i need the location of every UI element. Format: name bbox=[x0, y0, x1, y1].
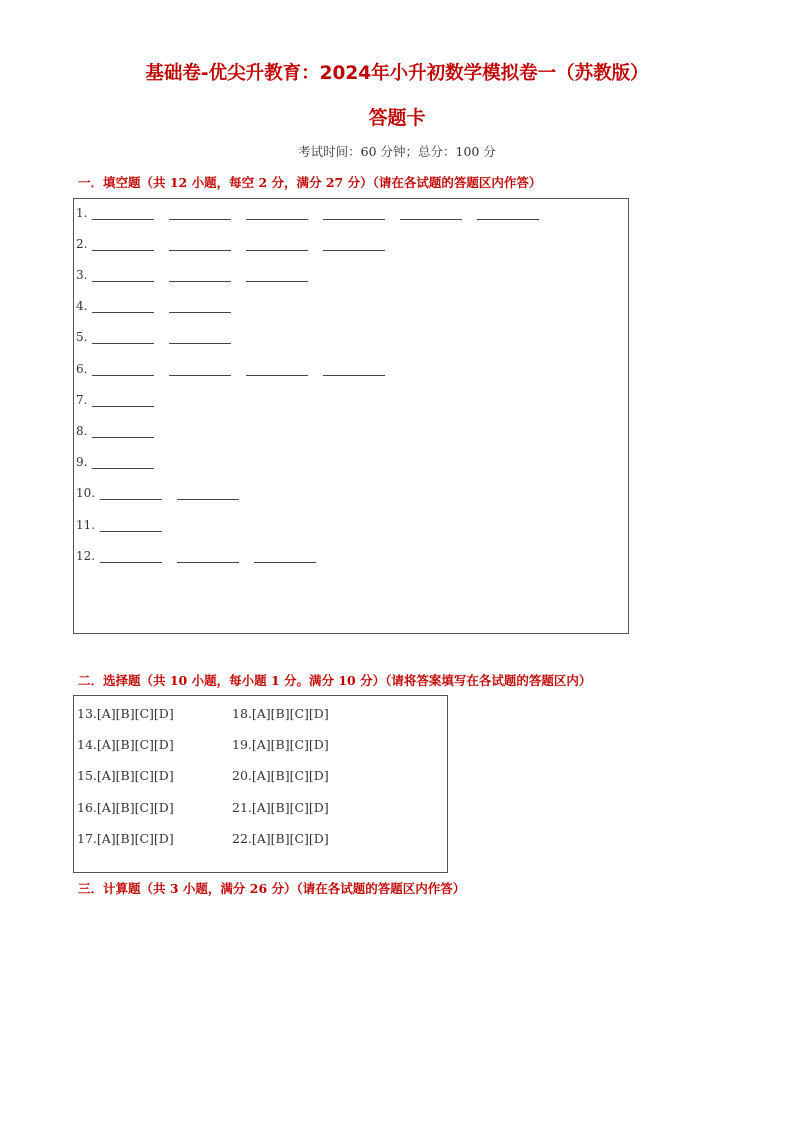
answer-blank[interactable] bbox=[92, 394, 154, 407]
page-title: 基础卷-优尖升教育：2024年小升初数学模拟卷一（苏教版） bbox=[145, 63, 649, 84]
section3-heading: 三．计算题（共 3 小题，满分 26 分）（请在各试题的答题区内作答） bbox=[78, 881, 466, 896]
question-number: 3. bbox=[76, 268, 88, 282]
answer-blank[interactable] bbox=[323, 238, 385, 251]
answer-blank[interactable] bbox=[169, 269, 231, 282]
choice-answer-box bbox=[73, 695, 448, 873]
answer-blank[interactable] bbox=[323, 207, 385, 220]
question-number: 4. bbox=[76, 299, 88, 313]
answer-blank[interactable] bbox=[254, 550, 316, 563]
fill-question-row bbox=[76, 518, 162, 538]
fill-question-row bbox=[76, 299, 231, 319]
answer-blank[interactable] bbox=[323, 363, 385, 376]
question-number: 9. bbox=[76, 455, 88, 469]
choice-item[interactable]: 15.[A][B][C][D] bbox=[77, 768, 174, 783]
answer-blank[interactable] bbox=[100, 550, 162, 563]
choice-item[interactable]: 19.[A][B][C][D] bbox=[232, 737, 329, 752]
answer-blank[interactable] bbox=[246, 238, 308, 251]
answer-blank[interactable] bbox=[92, 207, 154, 220]
choice-item[interactable]: 17.[A][B][C][D] bbox=[77, 831, 174, 846]
answer-blank[interactable] bbox=[169, 207, 231, 220]
answer-card-subtitle: 答题卡 bbox=[368, 107, 426, 129]
choice-item[interactable]: 21.[A][B][C][D] bbox=[232, 800, 329, 815]
answer-blank[interactable] bbox=[92, 300, 154, 313]
answer-blank[interactable] bbox=[400, 207, 462, 220]
exam-info: 考试时间：60 分钟；总分：100 分 bbox=[298, 144, 496, 159]
answer-blank[interactable] bbox=[246, 363, 308, 376]
choice-item[interactable]: 22.[A][B][C][D] bbox=[232, 831, 329, 846]
answer-blank[interactable] bbox=[169, 363, 231, 376]
question-number: 1. bbox=[76, 206, 88, 220]
answer-blank[interactable] bbox=[92, 456, 154, 469]
answer-blank[interactable] bbox=[246, 269, 308, 282]
answer-blank[interactable] bbox=[169, 300, 231, 313]
answer-blank[interactable] bbox=[100, 519, 162, 532]
fill-question-row bbox=[76, 549, 316, 569]
answer-blank[interactable] bbox=[177, 487, 239, 500]
fill-question-row bbox=[76, 268, 308, 288]
choice-item[interactable]: 20.[A][B][C][D] bbox=[232, 768, 329, 783]
answer-blank[interactable] bbox=[92, 238, 154, 251]
question-number: 6. bbox=[76, 362, 88, 376]
fill-question-row bbox=[76, 455, 154, 475]
question-number: 10. bbox=[76, 486, 96, 500]
fill-question-row bbox=[76, 206, 539, 226]
question-number: 7. bbox=[76, 393, 88, 407]
section2-heading: 二．选择题（共 10 小题，每小题 1 分。满分 10 分）（请将答案填写在各试题的答题区内） bbox=[78, 673, 592, 688]
question-number: 12. bbox=[76, 549, 96, 563]
question-number: 11. bbox=[76, 518, 96, 532]
section1-heading: 一．填空题（共 12 小题，每空 2 分，满分 27 分）（请在各试题的答题区内作答） bbox=[78, 175, 542, 190]
answer-blank[interactable] bbox=[177, 550, 239, 563]
answer-blank[interactable] bbox=[169, 331, 231, 344]
question-number: 5. bbox=[76, 330, 88, 344]
fill-question-row bbox=[76, 362, 385, 382]
question-number: 2. bbox=[76, 237, 88, 251]
fill-question-row bbox=[76, 330, 231, 350]
answer-blank[interactable] bbox=[100, 487, 162, 500]
fill-question-row bbox=[76, 237, 385, 257]
answer-blank[interactable] bbox=[169, 238, 231, 251]
answer-blank[interactable] bbox=[92, 425, 154, 438]
answer-blank[interactable] bbox=[92, 331, 154, 344]
answer-blank[interactable] bbox=[477, 207, 539, 220]
fill-question-row bbox=[76, 393, 154, 413]
answer-blank[interactable] bbox=[246, 207, 308, 220]
answer-blank[interactable] bbox=[92, 269, 154, 282]
question-number: 8. bbox=[76, 424, 88, 438]
choice-item[interactable]: 13.[A][B][C][D] bbox=[77, 706, 174, 721]
choice-item[interactable]: 16.[A][B][C][D] bbox=[77, 800, 174, 815]
fill-question-row bbox=[76, 486, 239, 506]
choice-item[interactable]: 14.[A][B][C][D] bbox=[77, 737, 174, 752]
answer-blank[interactable] bbox=[92, 363, 154, 376]
fill-question-row bbox=[76, 424, 154, 444]
choice-item[interactable]: 18.[A][B][C][D] bbox=[232, 706, 329, 721]
